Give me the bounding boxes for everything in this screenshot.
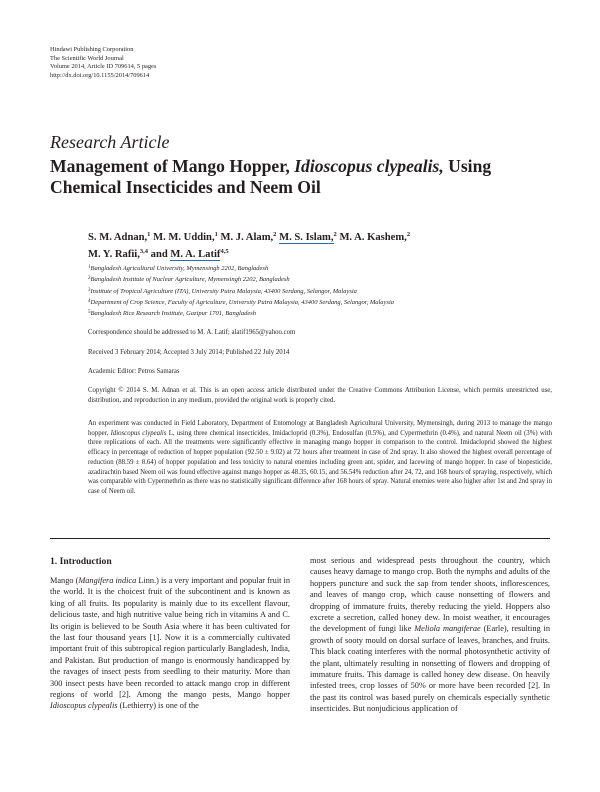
paragraph: Mango (Mangifera indica Linn.) is a very important and popular fruit in the world. It is the choicest fruit of the subcontinent and is known as king of all fruits. Its popularity is mainly due to its excellent flavour, delicious taste, and high nutritive value being rich in vitamins A and C. Its origin is believed to be South Asia where it has been cultivated for the last four thousand years [1]. Now it is a commercially cultivated important fruit of this subtropical region particularly Bangladesh, India, and Pakistan. But production of mango is enormously handicapped by the ravages of insect pests from seedling to their maturity. More than 300 insect pests have been recorded to attack mango crop in different regions of world [2]. Among the mango pests, Mango hopper Idioscopus clypealis (Lethierry) is one of the — [50, 576, 290, 711]
author[interactable]: S. M. Adnan,$^1$ — [88, 231, 151, 243]
affiliation: $^1$Bangladesh Agricultural University, Mymensingh 2202, Bangladesh — [88, 265, 269, 272]
abstract: An experiment was conducted in Field Laboratory, Department of Entomology at Bangladesh Agricultural University, Mymensingh, during 2013 to manage the mango hopper, Idioscopus clypealis L, using three chemical insecticides, Imidacloprid (0.3%), Endosulfan (0.5%), and Cypermethrin (0.4%), and natural Neem oil (3%) with three replications of each. All the treatments were significantly effective in managing mango hopper in comparison to the control. Imidacloprid showed the highest efficacy in percentage of reduction of hopper population (92.50 ± 9.02) at 72 hours after treatment in case of 2nd spray. It also showed the highest overall percentage of reduction (88.59 ± 8.64) of hopper population and less toxicity to natural enemies including green ant, spider, and lacewing of mango hopper. In case of biopesticide, azadirachtin based Neem oil was found effective against mango hopper as 48.35, 60.15, and 56.54% reduction after 24, 72, and 168 hours of spraying, respectively, which was comparable with Cypermethrin as there was no statistically significant difference after 168 hours of spray. Natural enemies were also higher after 1st and 2nd spray in case of Neem oil. — [88, 420, 552, 495]
affiliation: $^2$Bangladesh Institute of Nuclear Agriculture, Mymensingh 2202, Bangladesh — [88, 276, 290, 284]
abstract-species: Idioscopus clypealis — [110, 429, 167, 437]
author[interactable]: M. A. Kashem,$^2$ — [339, 231, 411, 243]
affiliation: $^5$Bangladesh Rice Research Institute, Gazipur 1701, Bangladesh — [88, 310, 256, 318]
affiliation: $^3$Institute of Tropical Agriculture (ITA), University Putra Malaysia, 43400 Serdang, Selangor, Malaysia — [88, 287, 357, 295]
author[interactable]: M. Y. Rafii,$^{3,4}$ — [88, 248, 149, 260]
article-title — [50, 156, 550, 198]
author[interactable]: M. J. Alam,$^2$ — [220, 231, 277, 243]
academic-editor: Academic Editor: Petros Samaras — [88, 368, 180, 375]
author-link[interactable]: M. S. Islam,$^2$ — [279, 231, 337, 243]
author-list — [88, 228, 558, 262]
journal-name: The Scientific World Journal — [50, 54, 124, 62]
correspondence[interactable]: Correspondence should be addressed to M. A. Latif; alatif1965@yahoo.com — [88, 329, 296, 336]
body-column-right — [310, 555, 550, 715]
article-type: Research Article — [50, 132, 170, 152]
journal-info — [50, 46, 350, 80]
publisher: Hindawi Publishing Corporation — [50, 46, 134, 53]
author-link[interactable]: M. A. Latif$^{4,5}$ — [170, 248, 229, 260]
author-conjunction: and — [150, 249, 168, 260]
section-heading-introduction: 1. Introduction — [50, 556, 112, 567]
copyright-notice: Copyright © 2014 S. M. Adnan et al. This is an open access article distributed under the Creative Commons Attribution License, which permits unrestricted use, distribution, and reproduction in any medium, provided the original work is properly cited. — [88, 387, 552, 404]
doi-link[interactable]: http://dx.doi.org/10.1155/2014/709614 — [50, 71, 150, 79]
affiliation: $^4$Department of Crop Science, Faculty of Agriculture, University Putra Malaysia, 43400 Serdang, Selangor, Malaysia — [88, 298, 395, 306]
title-part-1: Management of Mango Hopper, — [50, 156, 295, 176]
author[interactable]: M. M. Uddin,$^1$ — [153, 231, 218, 243]
body-column-left — [50, 555, 290, 712]
section-divider — [50, 538, 550, 539]
article-dates: Received 3 February 2014; Accepted 3 July 2014; Published 22 July 2014 — [88, 349, 290, 356]
title-part-2: Using Chemical Insecticides and Neem Oil — [50, 156, 492, 197]
affiliations — [88, 263, 558, 319]
volume-line: Volume 2014, Article ID 709614, 5 pages — [50, 63, 157, 71]
title-species: Idioscopus clypealis, — [294, 156, 444, 176]
paragraph: most serious and widespread pests throughout the country, which causes heavy damage to mango crop. Both the nymphs and adults of the hoppers puncture and suck the sap from tender shoots, inflorescences, and leaves of mango crop, which cause nonsetting of flowers and dropping of immature fruits, thereby reducing the yield. Hoppers also excrete a secretion, called honey dew. In moist weather, it encourages the development of fungi like Meliola mangiferae (Earle), resulting in growth of sooty mould on dorsal surface of leaves, branches, and fruits. This black coating interferes with the normal photosynthetic activity of the plant, ultimately resulting in nonsetting of flowers and dropping of immature fruits. This damage is called honey dew disease. On heavily infested trees, crop losses of 50% or more have been recorded [2]. In the past its control was based purely on chemicals especially synthetic insecticides. But nonjudicious application of — [310, 556, 550, 714]
